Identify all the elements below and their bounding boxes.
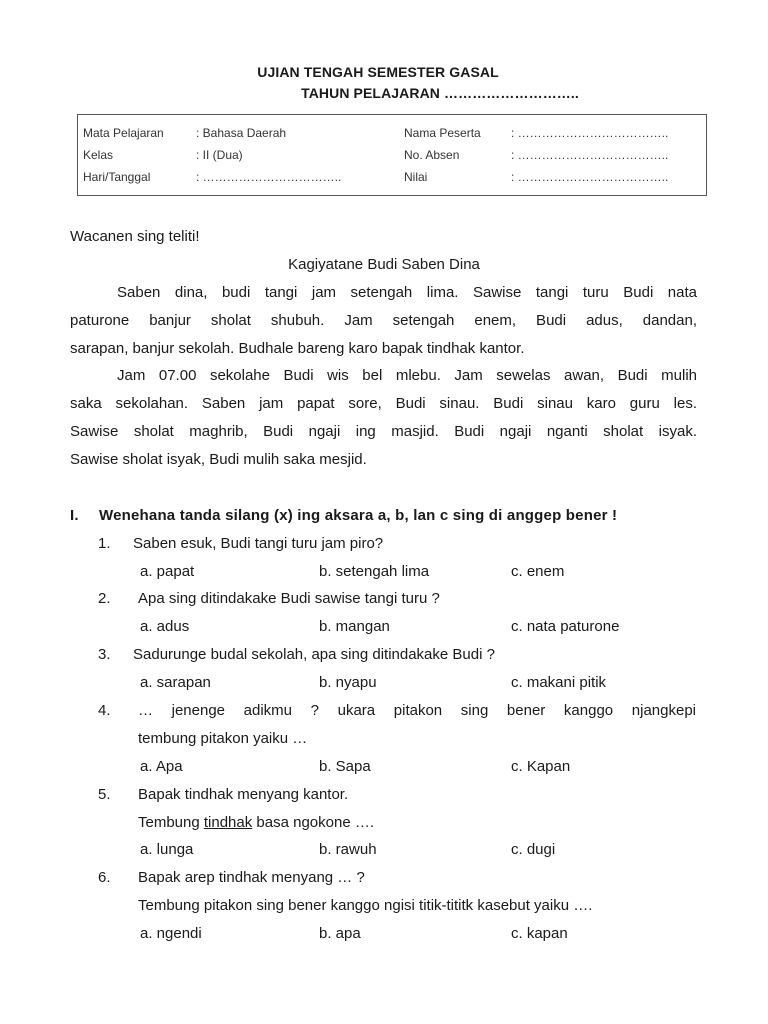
option-b[interactable]: b. nyapu	[319, 674, 377, 691]
option-c[interactable]: c. enem	[511, 563, 565, 580]
score-label: Nilai	[404, 170, 428, 184]
name-label: Nama Peserta	[404, 126, 481, 140]
paragraph-line: Sawise sholat isyak, Budi mulih saka mesjid.	[70, 451, 367, 468]
option-b[interactable]: b. mangan	[319, 618, 390, 635]
question-text-pre: Tembung	[138, 814, 204, 831]
question-text: … jenenge adikmu ? ukara pitakon sing bener kanggo njangkepi	[138, 702, 696, 719]
subject-value: : Bahasa Daerah	[196, 126, 287, 140]
info-row	[78, 148, 706, 166]
question-text-continued: Tembung pitakon sing bener kanggo ngisi titik-tititk kasebut yaiku ….	[138, 897, 593, 914]
student-info-box	[77, 114, 707, 196]
option-a[interactable]: a. lunga	[140, 841, 194, 858]
story-title: Kagiyatane Budi Saben Dina	[288, 256, 480, 273]
reading-instruction: Wacanen sing teliti!	[70, 228, 200, 245]
question-text-continued: tembung pitakon yaiku …	[138, 730, 308, 747]
question-number: 1.	[98, 535, 111, 552]
question-text: Bapak tindhak menyang kantor.	[138, 786, 349, 803]
question-text-post: basa ngokone ….	[252, 814, 375, 831]
paragraph-line: paturone banjur sholat shubuh. Jam setengah enem, Budi adus, dandan,	[70, 312, 697, 329]
option-a[interactable]: a. sarapan	[140, 674, 211, 691]
option-c[interactable]: c. nata paturone	[511, 618, 620, 635]
option-a[interactable]: a. ngendi	[140, 925, 202, 942]
question-number: 5.	[98, 786, 111, 803]
option-b[interactable]: b. setengah lima	[319, 563, 430, 580]
option-c[interactable]: c. dugi	[511, 841, 556, 858]
option-c[interactable]: c. makani pitik	[511, 674, 607, 691]
option-a[interactable]: a. papat	[140, 563, 195, 580]
date-label: Hari/Tanggal	[83, 170, 151, 184]
score-field: : ………………………………..	[511, 170, 669, 184]
class-label: Kelas	[83, 148, 114, 162]
underlined-word: tindhak	[203, 814, 253, 831]
paragraph-line: saka sekolahan. Saben jam papat sore, Budi sinau. Budi sinau karo guru les.	[70, 395, 697, 412]
option-c[interactable]: c. Kapan	[511, 758, 571, 775]
subject-label: Mata Pelajaran	[83, 126, 164, 140]
date-field: : ……………………………..	[196, 170, 342, 184]
paragraph-line: sarapan, banjur sekolah. Budhale bareng karo bapak tindhak kantor.	[70, 340, 525, 357]
question-number: 3.	[98, 646, 111, 663]
exam-title: UJIAN TENGAH SEMESTER GASAL	[257, 64, 499, 80]
option-b[interactable]: b. rawuh	[319, 841, 377, 858]
paragraph-line: Sawise sholat maghrib, Budi ngaji ing masjid. Budi ngaji nganti sholat isyak.	[70, 423, 697, 440]
paragraph-line: Saben dina, budi tangi jam setengah lima. Sawise tangi turu Budi nata	[117, 284, 697, 301]
exam-year: TAHUN PELAJARAN ………………………..	[301, 85, 579, 101]
info-row	[78, 126, 706, 144]
option-a[interactable]: a. adus	[140, 618, 190, 635]
question-text: Sadurunge budal sekolah, apa sing ditindakake Budi ?	[133, 646, 495, 663]
info-row	[78, 170, 706, 188]
question-text: Apa sing ditindakake Budi sawise tangi turu ?	[138, 590, 440, 607]
option-c[interactable]: c. kapan	[511, 925, 568, 942]
question-number: 4.	[98, 702, 111, 719]
question-number: 6.	[98, 869, 111, 886]
question-text: Saben esuk, Budi tangi turu jam piro?	[133, 535, 384, 552]
question-text: Bapak arep tindhak menyang … ?	[138, 869, 365, 886]
question-number: 2.	[98, 590, 111, 607]
paragraph-line: Jam 07.00 sekolahe Budi wis bel mlebu. Jam sewelas awan, Budi mulih	[117, 367, 697, 384]
option-b[interactable]: b. Sapa	[319, 758, 371, 775]
question-text-continued	[138, 814, 374, 831]
name-field: : ………………………………..	[511, 126, 669, 140]
option-b[interactable]: b. apa	[319, 925, 361, 942]
absen-field: : ………………………………..	[511, 148, 669, 162]
class-value: : II (Dua)	[196, 148, 243, 162]
section-instruction: Wenehana tanda silang (x) ing aksara a, b, lan c sing di anggep bener !	[99, 507, 618, 524]
absen-label: No. Absen	[404, 148, 460, 162]
option-a[interactable]: a. Apa	[140, 758, 183, 775]
section-number: I.	[70, 507, 79, 524]
